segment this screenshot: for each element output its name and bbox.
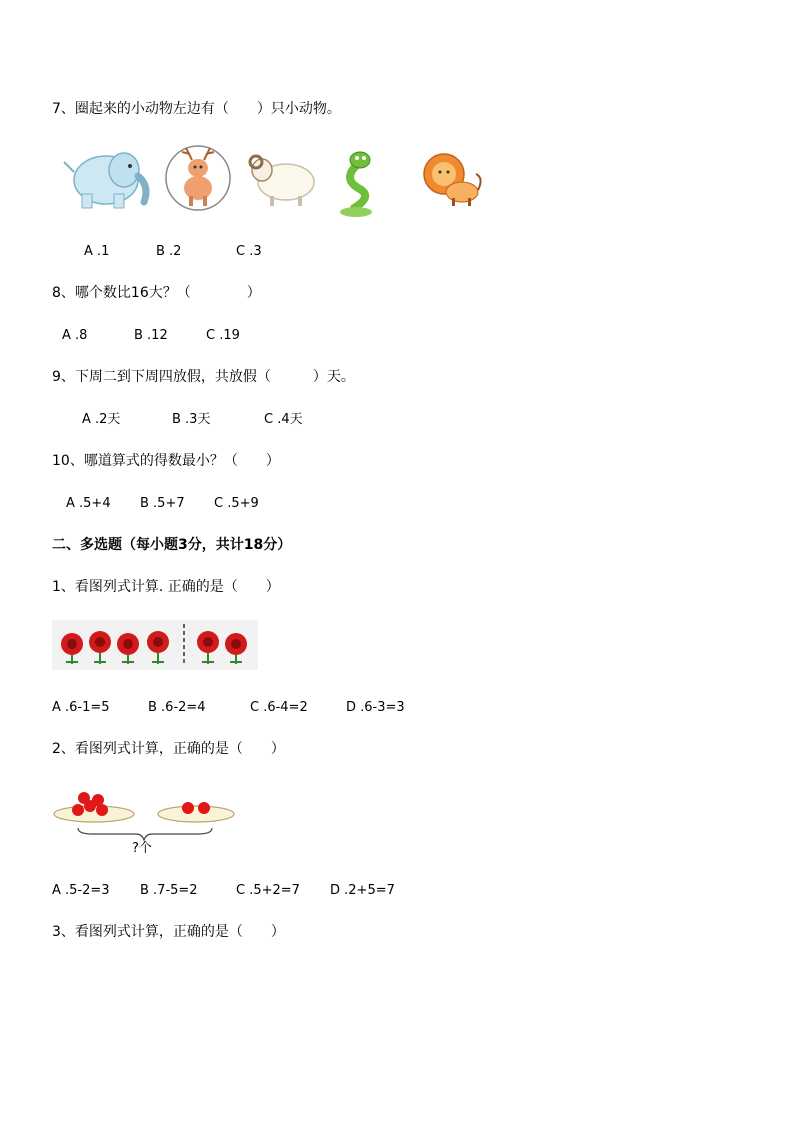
m1-option-b[interactable]: B .6-2=4 (148, 700, 206, 715)
lion-icon (424, 154, 481, 206)
brace-label: ?个 (132, 841, 152, 856)
apple-icon (78, 792, 90, 804)
q8-text: 8、哪个数比16大？（ ） (52, 285, 261, 301)
m2-option-d[interactable]: D .2+5=7 (330, 883, 395, 898)
m2-text: 2、看图列式计算，正确的是（ ） (52, 741, 285, 757)
m2-apple-picture (52, 786, 242, 858)
m1-option-d[interactable]: D .6-3=3 (346, 700, 405, 715)
m1-flower-picture (52, 620, 258, 670)
q7-option-a[interactable]: A .1 (84, 244, 110, 259)
q8-option-c[interactable]: C .19 (206, 328, 240, 343)
snake-icon (340, 152, 372, 217)
q9-option-a[interactable]: A .2天 (82, 412, 121, 427)
q8-option-a[interactable]: A .8 (62, 328, 88, 343)
apple-icon (198, 802, 210, 814)
elephant-icon (64, 153, 146, 208)
m1-option-c[interactable]: C .6-4=2 (250, 700, 308, 715)
q7-option-c[interactable]: C .3 (236, 244, 262, 259)
m3-text: 3、看图列式计算，正确的是（ ） (52, 924, 285, 940)
section-heading: 二、多选题（每小题3分，共计18分） (52, 537, 292, 553)
m2-option-c[interactable]: C .5+2=7 (236, 883, 300, 898)
q10-option-b[interactable]: B .5+7 (140, 496, 185, 511)
q9-text: 9、下周二到下周四放假，共放假（ ）天。 (52, 369, 355, 385)
q7-option-b[interactable]: B .2 (156, 244, 182, 259)
m2-option-b[interactable]: B .7-5=2 (140, 883, 198, 898)
q7-animal-row (58, 140, 488, 220)
m1-option-a[interactable]: A .6-1=5 (52, 700, 110, 715)
deer-icon (166, 146, 230, 210)
apple-icon (72, 804, 84, 816)
q9-option-c[interactable]: C .4天 (264, 412, 303, 427)
m1-text: 1、看图列式计算. 正确的是（ ） (52, 579, 280, 595)
sheep-icon (250, 156, 314, 206)
m2-option-a[interactable]: A .5-2=3 (52, 883, 110, 898)
q9-option-b[interactable]: B .3天 (172, 412, 211, 427)
q10-text: 10、哪道算式的得数最小？（ ） (52, 453, 280, 469)
apple-icon (92, 794, 104, 806)
q10-option-a[interactable]: A .5+4 (66, 496, 111, 511)
q8-option-b[interactable]: B .12 (134, 328, 168, 343)
q7-text: 7、圈起来的小动物左边有（ ）只小动物。 (52, 101, 341, 117)
apple-icon (182, 802, 194, 814)
brace-line (78, 828, 212, 840)
plate-right (158, 802, 234, 822)
plate-left (54, 792, 134, 822)
q10-option-c[interactable]: C .5+9 (214, 496, 259, 511)
